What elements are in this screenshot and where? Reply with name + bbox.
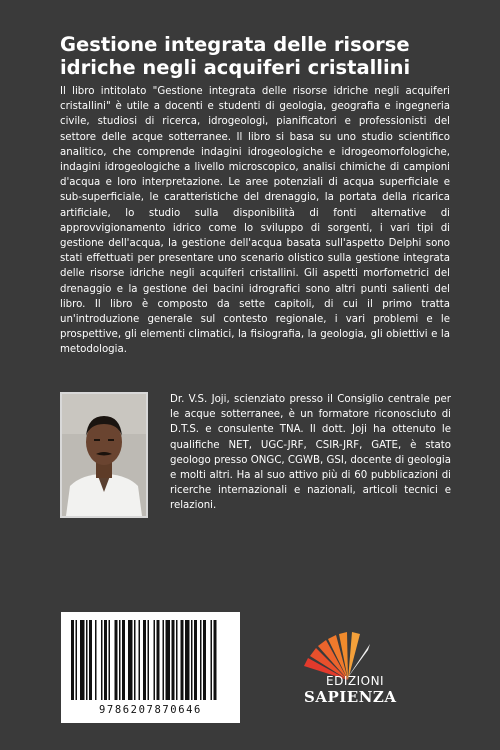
book-description: Il libro intitolato "Gestione integrata delle risorse idriche negli acquiferi cristallini" è utile a docenti e studenti di geologia, geografia e ingegneria civile, studiosi di ricerca, idrogeologi, pianificatori e professionisti del settore delle acque sotterranee. Il libro si basa su uno studio scientifico analitico, che comprende indagini idrogeologiche e idrogeomorfologiche, indagini idrogeologiche a livello microscopico, analisi chimiche di campioni d'acqua e loro interpretazione. Le aree potenziali di acqua superficiale e sub-superficiale, le caratteristiche del drenaggio, la portata della ricarica artificiale, lo studio sulla disponibilità di fonti alternative di approvvigionamento idrico come lo sviluppo di sorgenti, i vari tipi di gestione dell'acqua, la gestione dell'acqua basata sull'aspetto Delphi sono stati effettuati per presentare uno scenario olistico sulla gestione integrata delle risorse idriche negli acquiferi cristallini. Gli aspetti morfometrici del drenaggio e la gestione dei bacini idrografici sono altri punti salienti del libro. Il libro è composto da sette capitoli, di cui il primo tratta un'introduzione generale sul contesto regionale, i vari problemi e le prospettive, gli elementi climatici, la fisiografia, la geologia, gli obiettivi e la metodologia. <box>60 86 450 356</box>
isbn-barcode <box>61 612 240 723</box>
publisher-logo <box>286 630 406 710</box>
title-line-2: idriche negli acquiferi cristallini <box>60 56 411 79</box>
barcode-bars <box>61 612 240 704</box>
author-photo <box>60 392 148 518</box>
book-title <box>60 33 460 79</box>
author-bio: Dr. V.S. Joji, scienziato presso il Consiglio centrale per le acque sotterranee, è un formatore riconosciuto di D.T.S. e consulente TNA. Il dott. Joji ha ottenuto le qualifiche NET, UGC-JRF, CSIR-JRF, GATE, è stato geologo presso ONGC, CGWB, GSI, docente di geologia e molti altri. Ha al suo attivo più di 60 pubblicazioni di ricerche internazionali e nazionali, articoli tecnici e relazioni. <box>170 394 451 512</box>
title-line-1: Gestione integrata delle risorse <box>60 33 410 56</box>
isbn-number: 9786207870646 <box>99 704 202 716</box>
publisher-name-bottom: SAPIENZA <box>304 688 397 706</box>
publisher-name-top: EDIZIONI <box>326 674 385 688</box>
author-portrait-image <box>62 394 146 516</box>
